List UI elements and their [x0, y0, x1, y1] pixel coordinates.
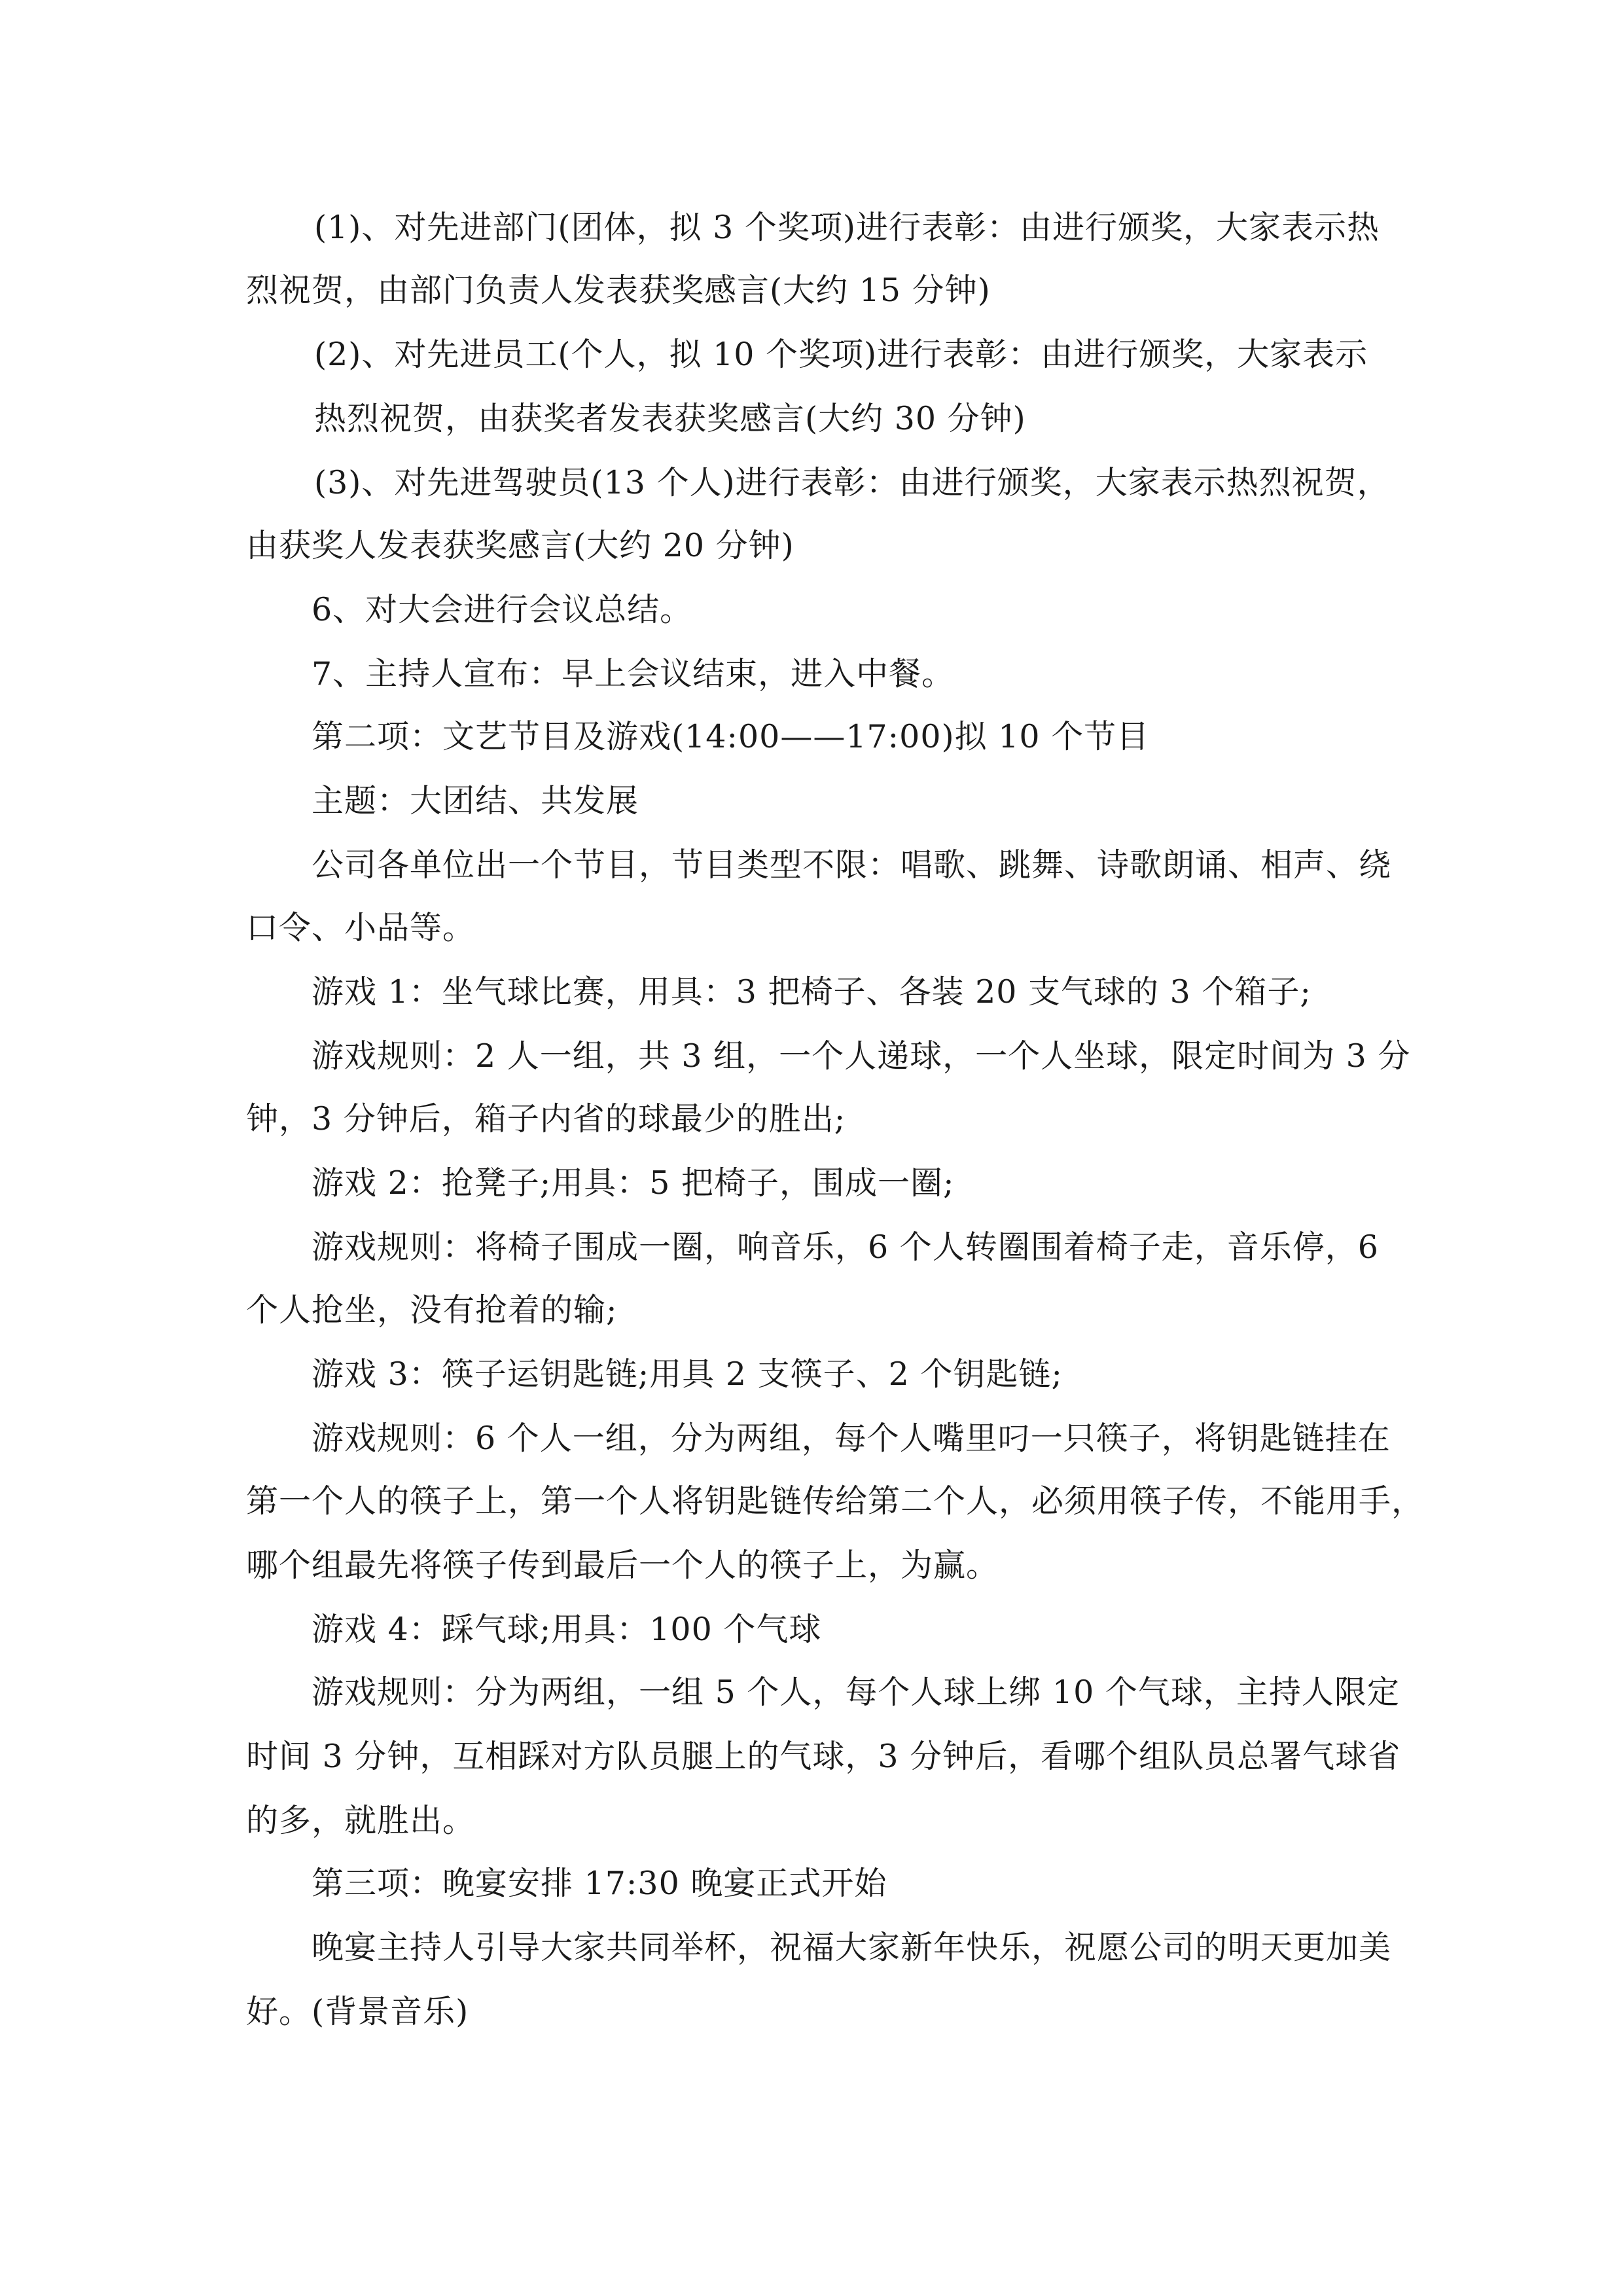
paragraph-line: (1)、对先进部门(团体，拟 3 个奖项)进行表彰：由进行颁奖，大家表示热: [314, 209, 1380, 246]
paragraph-line: 口令、小品等。: [246, 909, 476, 946]
paragraph-line: (3)、对先进驾驶员(13 个人)进行表彰：由进行颁奖，大家表示热烈祝贺，: [314, 464, 1390, 501]
paragraph-line: 热烈祝贺，由获奖者发表获奖感言(大约 30 分钟): [314, 400, 1026, 437]
paragraph-line: 晚宴主持人引导大家共同举杯，祝福大家新年快乐，祝愿公司的明天更加美: [312, 1929, 1392, 1966]
paragraph-line: 哪个组最先将筷子传到最后一个人的筷子上，为赢。: [246, 1547, 999, 1584]
paragraph-line: 游戏 2：抢凳子;用具：5 把椅子，围成一圈;: [312, 1164, 955, 1202]
paragraph-line: 主题：大团结、共发展: [312, 782, 639, 819]
paragraph-line: 游戏 1：坐气球比赛，用具：3 把椅子、各装 20 支气球的 3 个箱子;: [312, 973, 1311, 1011]
paragraph-line: 烈祝贺，由部门负责人发表获奖感言(大约 15 分钟): [246, 272, 991, 309]
section-heading: 第三项：晚宴安排 17:30 晚宴正式开始: [312, 1865, 887, 1902]
paragraph-line: (2)、对先进员工(个人，拟 10 个奖项)进行表彰：由进行颁奖，大家表示: [314, 336, 1368, 373]
paragraph-line: 第一个人的筷子上，第一个人将钥匙链传给第二个人，必须用筷子传，不能用手，: [246, 1482, 1425, 1520]
paragraph-line: 好。(背景音乐): [246, 1993, 469, 2030]
section-heading: 第二项：文艺节目及游戏(14:00——17:00)拟 10 个节目: [312, 718, 1150, 755]
paragraph-line: 游戏规则：2 人一组，共 3 组，一个人递球，一个人坐球，限定时间为 3 分: [312, 1037, 1411, 1075]
paragraph-line: 由获奖人发表获奖感言(大约 20 分钟): [246, 527, 794, 564]
paragraph-line: 6、对大会进行会议总结。: [312, 591, 693, 628]
paragraph-line: 的多，就胜出。: [246, 1802, 476, 1839]
paragraph-line: 游戏规则：将椅子围成一圈，响音乐，6 个人转圈围着椅子走，音乐停，6: [312, 1229, 1379, 1266]
paragraph-line: 7、主持人宣布：早上会议结束，进入中餐。: [312, 655, 955, 692]
paragraph-line: 钟，3 分钟后，箱子内省的球最少的胜出;: [246, 1100, 846, 1138]
paragraph-line: 游戏 4：踩气球;用具：100 个气球: [312, 1611, 822, 1648]
paragraph-line: 游戏规则：分为两组，一组 5 个人，每个人球上绑 10 个气球，主持人限定: [312, 1674, 1400, 1711]
paragraph-line: 个人抢坐，没有抢着的输;: [246, 1291, 618, 1329]
paragraph-line: 公司各单位出一个节目，节目类型不限：唱歌、跳舞、诗歌朗诵、相声、绕: [312, 846, 1392, 884]
paragraph-line: 时间 3 分钟，互相踩对方队员腿上的气球，3 分钟后，看哪个组队员总署气球省: [246, 1738, 1401, 1775]
paragraph-line: 游戏 3：筷子运钥匙链;用具 2 支筷子、2 个钥匙链;: [312, 1355, 1063, 1393]
paragraph-line: 游戏规则：6 个人一组，分为两组，每个人嘴里叼一只筷子，将钥匙链挂在: [312, 1420, 1391, 1457]
